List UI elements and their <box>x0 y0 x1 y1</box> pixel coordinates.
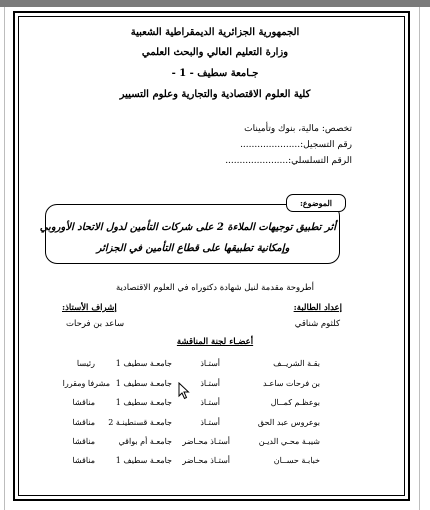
thesis-note: أطروحة مقدمة لنيل شهادة دكتوراه في العلوم الاقتصادية <box>116 283 314 293</box>
member-rank: أستـاذ <box>200 379 220 388</box>
member-university: جامعـة سطيف 1 <box>115 456 172 465</box>
member-role: رئيسا <box>76 359 95 368</box>
serial-line: الرقم التسلسلي:...................... <box>225 156 352 166</box>
member-role: مناقشا <box>72 418 95 427</box>
student-label: إعداد الطالبة: <box>293 303 342 313</box>
member-rank: أستـاذ <box>200 398 220 407</box>
committee-title: أعضـاء لجنة المناقشة <box>176 337 254 347</box>
member-rank: أستـاذ محـاضر <box>182 456 230 465</box>
subject-line-1: أثر تطبيق توجيهات الملاءة 2 على شركات التأمين لدول الاتحاد الأوروبي <box>39 222 336 233</box>
member-name: بوعروس عبد الحق <box>257 418 320 427</box>
student-name: كلثوم شناقي <box>294 319 340 329</box>
subject-label: الموضوع: <box>286 194 346 212</box>
member-name: خبابـة حســان <box>273 456 320 465</box>
header-faculty: كلية العلوم الاقتصادية والتجارية وعلوم التسيير <box>119 89 311 100</box>
supervisor-name: ساعد بن فرحات <box>66 319 125 329</box>
member-university: جامعـة سطيف 1 <box>115 379 172 388</box>
member-university: جامعـة سطيف 1 <box>115 398 172 407</box>
subject-line-2: وإمكانية تطبيقها على قطاع التأمين في الجزائر <box>96 243 290 254</box>
supervisor-label: إشراف الأستاذ: <box>62 303 117 313</box>
member-name: بوعظـم كمــال <box>270 398 320 407</box>
member-university: جامعـة سطيف 1 <box>115 359 172 368</box>
member-name: بقـة الشريــف <box>273 359 320 368</box>
member-rank: أستـاذ <box>200 418 220 427</box>
member-rank: أستـاذ محـاضر <box>182 437 230 446</box>
member-name: بن فرحات ساعـد <box>262 379 320 388</box>
mouse-cursor-icon <box>178 382 190 400</box>
member-rank: أستـاذ <box>200 359 220 368</box>
member-name: شيبـة محـي الديـن <box>258 437 320 446</box>
header-ministry: وزارة التعليم العالي والبحث العلمي <box>141 47 289 58</box>
member-role: مناقشا <box>72 398 95 407</box>
member-university: جامعـة قسنطينـة 2 <box>108 418 172 427</box>
registration-line: رقم التسجيل:..................... <box>240 140 352 150</box>
member-university: جامعـة أم بواقي <box>118 437 172 446</box>
viewer-top-bar <box>0 0 430 7</box>
header-university: جـامعة سطيف - 1 - <box>171 68 259 79</box>
member-role: مناقشا <box>72 437 95 446</box>
specialty-line: تخصص: مالية، بنوك وتأمينات <box>244 124 352 134</box>
member-role: مشرفا ومقررا <box>62 379 110 388</box>
member-role: مناقشا <box>72 456 95 465</box>
subject-box <box>39 204 340 264</box>
header-republic: الجمهورية الجزائرية الديمقراطية الشعبية <box>130 27 300 38</box>
